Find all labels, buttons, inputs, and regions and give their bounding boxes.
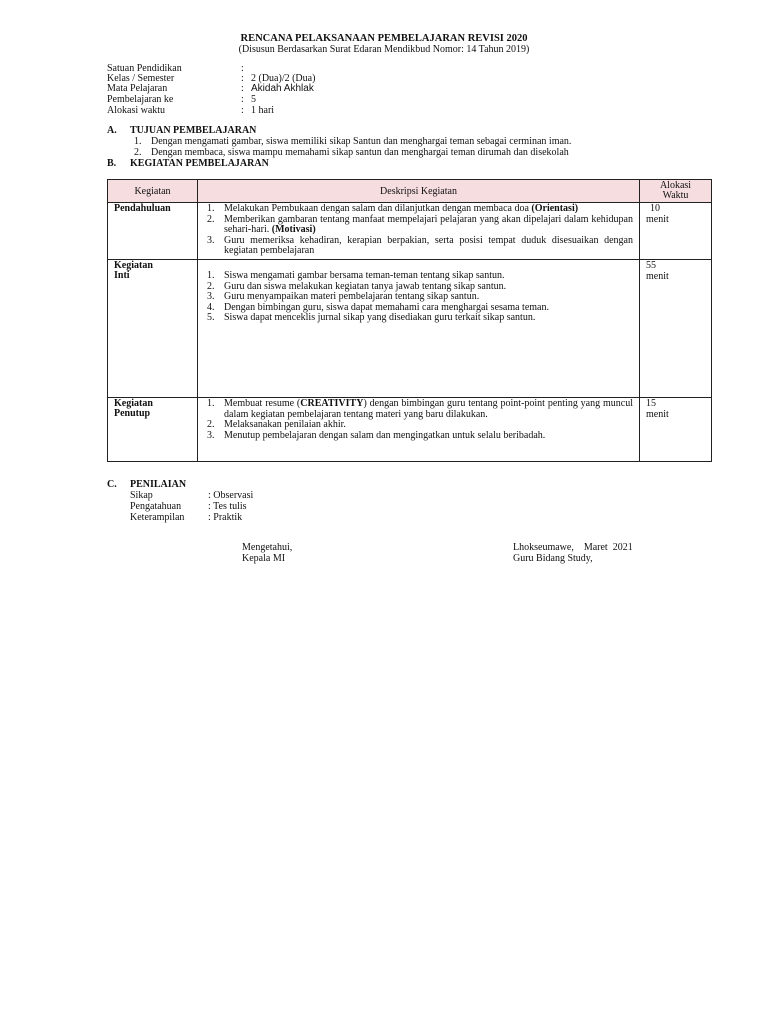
step-text: Dengan bimbingan guru, siswa dapat memahami cara menghargai sesama teman. <box>224 301 549 313</box>
identity-value: 5 <box>251 94 256 105</box>
time-value: 55 <box>646 260 656 271</box>
step-bold: CREATIVITY <box>300 398 364 409</box>
identity-value: 1 hari <box>251 105 275 116</box>
identity-colon: : <box>241 73 244 84</box>
section-b-heading <box>107 158 269 169</box>
table-header-row <box>108 180 712 203</box>
list-item <box>204 236 633 257</box>
section-number: C. <box>107 479 117 490</box>
step-text: Guru menyampaikan materi pembelajaran tentang sikap santun. <box>224 291 480 302</box>
activity-name-line1: Kegiatan <box>114 260 153 271</box>
table-row <box>108 260 712 398</box>
objective-item <box>134 148 571 159</box>
table-row <box>108 203 712 260</box>
activity-name <box>108 398 198 462</box>
activity-name <box>108 203 198 260</box>
identity-label: Kelas / Semester <box>107 73 175 84</box>
time-unit: menit <box>646 408 669 420</box>
identity-value: Akidah Akhlak <box>251 83 314 94</box>
list-item <box>204 215 633 236</box>
time-value: 10 <box>650 203 660 214</box>
activity-time <box>640 203 712 260</box>
time-unit: menit <box>646 270 669 282</box>
identity-colon: : <box>241 83 244 94</box>
activity-time <box>640 398 712 462</box>
step-text: Memberikan gambaran tentang manfaat mempelajari pelajaran yang akan dipelajari dalam kehidupan sehari-hari. <box>224 213 633 235</box>
objective-text: Dengan mengamati gambar, siswa memiliki sikap Santun dan menghargai teman sebagai cerminan iman. <box>151 136 572 147</box>
list-item <box>204 313 633 324</box>
signature-left-line2: Kepala MI <box>242 553 286 564</box>
step-number: 1. <box>207 398 215 409</box>
step-number: 3. <box>207 291 215 302</box>
step-list <box>204 204 633 257</box>
section-number: B. <box>107 158 117 169</box>
step-text: Guru memeriksa kehadiran, kerapian berpakian, serta posisi tempat duduk disesuaikan dengan kegiatan pembelajaran <box>224 234 633 256</box>
time-unit: menit <box>646 213 669 225</box>
assessment-value: : Praktik <box>208 512 243 523</box>
step-number: 3. <box>207 234 215 246</box>
step-text: Guru dan siswa melakukan kegiatan tanya jawab tentang sikap santun. <box>224 280 507 292</box>
step-text: Siswa dapat menceklis jurnal sikap yang disediakan guru terkait sikap santun. <box>224 312 536 323</box>
signature-left-line1: Mengetahui, <box>242 542 293 553</box>
header-deskripsi: Deskripsi Kegiatan <box>198 180 640 203</box>
signature-right-line1: Lhokseumawe, Maret 2021 <box>513 542 633 553</box>
identity-colon: : <box>241 105 244 116</box>
step-list <box>204 271 633 324</box>
section-title: PENILAIAN <box>130 479 187 490</box>
assessment-value: : Observasi <box>208 490 254 501</box>
activity-description <box>198 260 640 398</box>
time-value: 15 <box>646 398 656 409</box>
assessment-label: Pengatahuan <box>130 501 182 512</box>
step-text: Siswa mengamati gambar bersama teman-teman tentang sikap santun. <box>224 270 505 281</box>
activity-name-line1: Kegiatan <box>114 398 153 409</box>
step-number: 1. <box>207 270 215 281</box>
identity-label: Satuan Pendidikan <box>107 63 182 74</box>
document-title: RENCANA PELAKSANAAN PEMBELAJARAN REVISI 2020 <box>240 33 528 44</box>
objective-number: 2. <box>134 146 142 158</box>
step-list <box>204 399 633 441</box>
identity-label: Mata Pelajaran <box>107 83 168 94</box>
step-text-after: ) dengan bimbingan guru tentang point-point penting yang muncul dalam kegiatan pembelajaran tentang materi yang baru dilakukan. <box>224 398 633 420</box>
signature-left <box>242 542 292 564</box>
header-alokasi-line2: Waktu <box>662 190 689 201</box>
assessment-value: : Tes tulis <box>208 501 247 512</box>
objective-text: Dengan membaca, siswa mampu memahami sikap santun dan menghargai teman dirumah dan disekolah <box>151 146 569 158</box>
step-text: Melaksanakan penilaian akhir. <box>224 419 346 430</box>
activity-name-line1: Pendahuluan <box>114 203 171 214</box>
signature-right <box>513 542 633 564</box>
step-number: 2. <box>207 419 215 430</box>
identity-colon: : <box>241 63 244 74</box>
section-a-heading <box>107 125 256 136</box>
activity-name-line2: Penutup <box>114 408 151 419</box>
step-bold: (Orientasi) <box>531 203 579 214</box>
step-text: Menutup pembelajaran dengan salam dan mengingatkan untuk selalu beribadah. <box>224 429 546 441</box>
document-subtitle: (Disusun Berdasarkan Surat Edaran Mendikbud Nomor: 14 Tahun 2019) <box>238 44 530 55</box>
header-alokasi <box>640 180 712 203</box>
list-item <box>204 399 633 420</box>
assessment-label: Sikap <box>130 490 153 501</box>
step-number: 1. <box>207 203 215 214</box>
table-row <box>108 398 712 462</box>
activity-name <box>108 260 198 398</box>
activity-name-line2: Inti <box>114 270 130 281</box>
identity-value: 2 (Dua)/2 (Dua) <box>251 73 316 84</box>
activities-table <box>107 179 712 462</box>
step-number: 2. <box>207 280 215 292</box>
section-title: KEGIATAN PEMBELAJARAN <box>130 158 269 169</box>
header-alokasi-line1: Alokasi <box>659 180 692 191</box>
step-number: 4. <box>207 301 215 313</box>
section-title: TUJUAN PEMBELAJARAN <box>130 125 257 136</box>
step-number: 3. <box>207 429 215 441</box>
header-kegiatan: Kegiatan <box>108 180 198 203</box>
activity-time <box>640 260 712 398</box>
step-number: 5. <box>207 312 215 323</box>
step-text: Membuat resume ( <box>224 398 301 409</box>
list-item <box>204 431 633 442</box>
objective-number: 1. <box>134 136 142 147</box>
section-c-heading <box>107 479 186 490</box>
identity-label: Alokasi waktu <box>107 105 166 116</box>
assessment-label: Keterampilan <box>130 512 185 523</box>
step-text: Melakukan Pembukaan dengan salam dan dilanjutkan dengan membaca doa <box>224 203 532 214</box>
section-number: A. <box>107 125 117 136</box>
identity-colon: : <box>241 94 244 105</box>
step-bold: (Motivasi) <box>271 224 316 235</box>
activity-description <box>198 398 640 462</box>
objectives-list <box>134 137 571 158</box>
signature-right-line2: Guru Bidang Study, <box>513 553 593 564</box>
identity-label: Pembelajaran ke <box>107 94 174 105</box>
step-number: 2. <box>207 213 215 225</box>
activity-description <box>198 203 640 260</box>
